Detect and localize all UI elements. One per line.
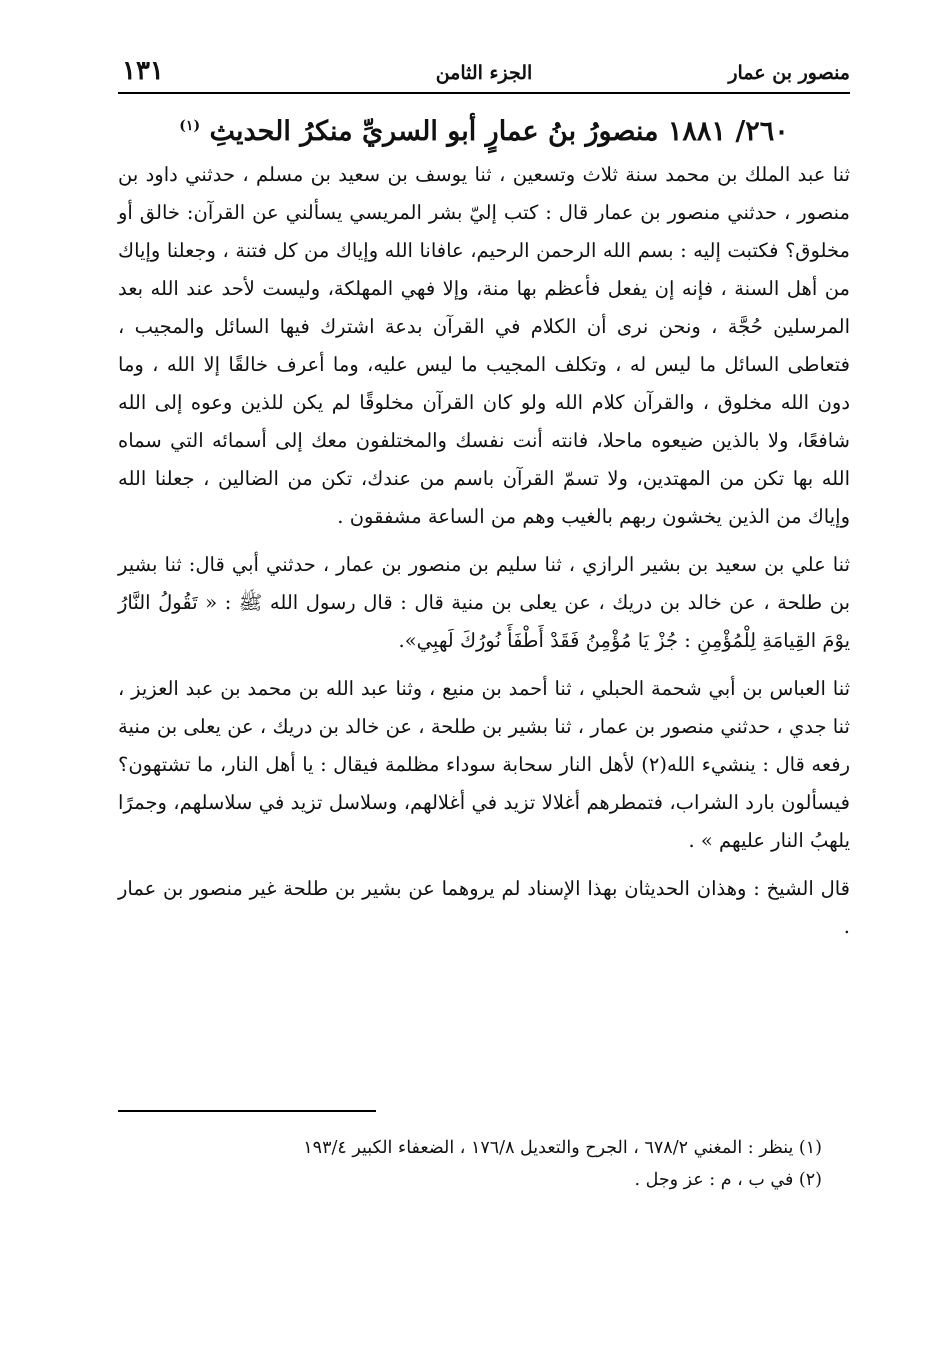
running-header-entry-name: منصور بن عمار bbox=[728, 62, 850, 84]
paragraph-shaykh-comment: قال الشيخ : وهذان الحديثان بهذا الإسناد لم يروهما عن بشير بن طلحة غير منصور بن عمار . bbox=[118, 877, 850, 938]
body-text bbox=[118, 156, 850, 946]
footnote-1: (١) ينظر : المغني ٦٧٨/٢ ، الجرح والتعديل ١٧٦/٨ ، الضعفاء الكبير ١٩٣/٤ bbox=[303, 1138, 822, 1158]
footnote-ref-1: (١) bbox=[179, 118, 201, 134]
running-header bbox=[118, 56, 850, 94]
running-header-part: الجزء الثامن bbox=[435, 62, 533, 84]
entry-title bbox=[118, 104, 850, 154]
paragraph-hadith-fire: ثنا علي بن سعيد بن بشير الرازي ، ثنا سليم بن منصور بن عمار ، حدثني أبي قال: ثنا بشير بن طلحة ، عن خالد بن دريك ، عن يعلى بن منية قال : قال رسول الله ﷺ : « تَقُولُ النَّارُ يوْمَ القِيامَةِ لِلْمُؤْمِنِ : جُزْ يَا مُؤْمِنُ فَقَدْ أَطْفَأَ نُورُكَ لَهبِي». bbox=[118, 553, 850, 652]
footnotes bbox=[118, 1132, 822, 1196]
paragraph-letter-to-marisi: ثنا عبد الملك بن محمد سنة ثلاث وتسعين ، ثنا يوسف بن سعيد بن مسلم ، حدثني داود بن منصور ، حدثني منصور بن عمار قال : كتب إليّ بشر المريسي يسألني عن القرآن: خالق أو مخلوق؟ فكتبت إليه : بسم الله الرحمن الرحيم، عافانا الله وإياك من كل فتنة ، وجعلنا وإياك من أهل السنة ، فإنه إن يفعل فأعظم بها منة، وإلا فهي المهلكة، وليست لأحد عند الله بعد المرسلين حُجَّة ، ونحن نرى أن الكلام في القرآن بدعة اشترك فيها السائل والمجيب ، فتعاطى السائل ما ليس له ، وتكلف المجيب ما ليس عليه، وما أعرف خالقًا إلا الله ، وما دون الله مخلوق ، والقرآن كلام الله ولو كان القرآن مخلوقًا لم يكن للذين وعوه إلى الله شافعًا، ولا بالذين ضيعوه ماحلا، فانته أنت نفسك والمختلفون معك إلى أسمائه التي سماه الله بها تكن من المهتدين، ولا تسمّ القرآن باسم من عندك، تكن من الضالين ، جعلنا الله وإياك من الذين يخشون ربهم بالغيب وهم من الساعة مشفقون . bbox=[118, 163, 850, 528]
entry-title-text: ٢٦٠/ ١٨٨١ منصورُ بنُ عمارٍ أبو السريِّ منكرُ الحديثِ bbox=[209, 116, 789, 147]
footnote-divider bbox=[118, 1110, 376, 1112]
paragraph-hadith-cloud: ثنا العباس بن أبي شحمة الحبلي ، ثنا أحمد بن منيع ، وثنا عبد الله بن محمد بن عبد العزيز ، ثنا جدي ، حدثني منصور بن عمار ، ثنا بشير بن طلحة ، عن خالد بن دريك ، عن يعلى بن منية رفعه قال : ينشيء الله(٢) لأهل النار سحابة سوداء مظلمة فيقال : يا أهل النار، ما تشتهون؟ فيسألون بارد الشراب، فتمطرهم أغلالا تزيد في أغلالهم، وسلاسل تزيد في سلاسلهم، وجمرًا يلهبُ النار عليهم » . bbox=[118, 677, 850, 852]
footnote-2: (٢) في ب ، م : عز وجل . bbox=[634, 1170, 822, 1190]
page-number: ١٣١ bbox=[122, 56, 164, 86]
